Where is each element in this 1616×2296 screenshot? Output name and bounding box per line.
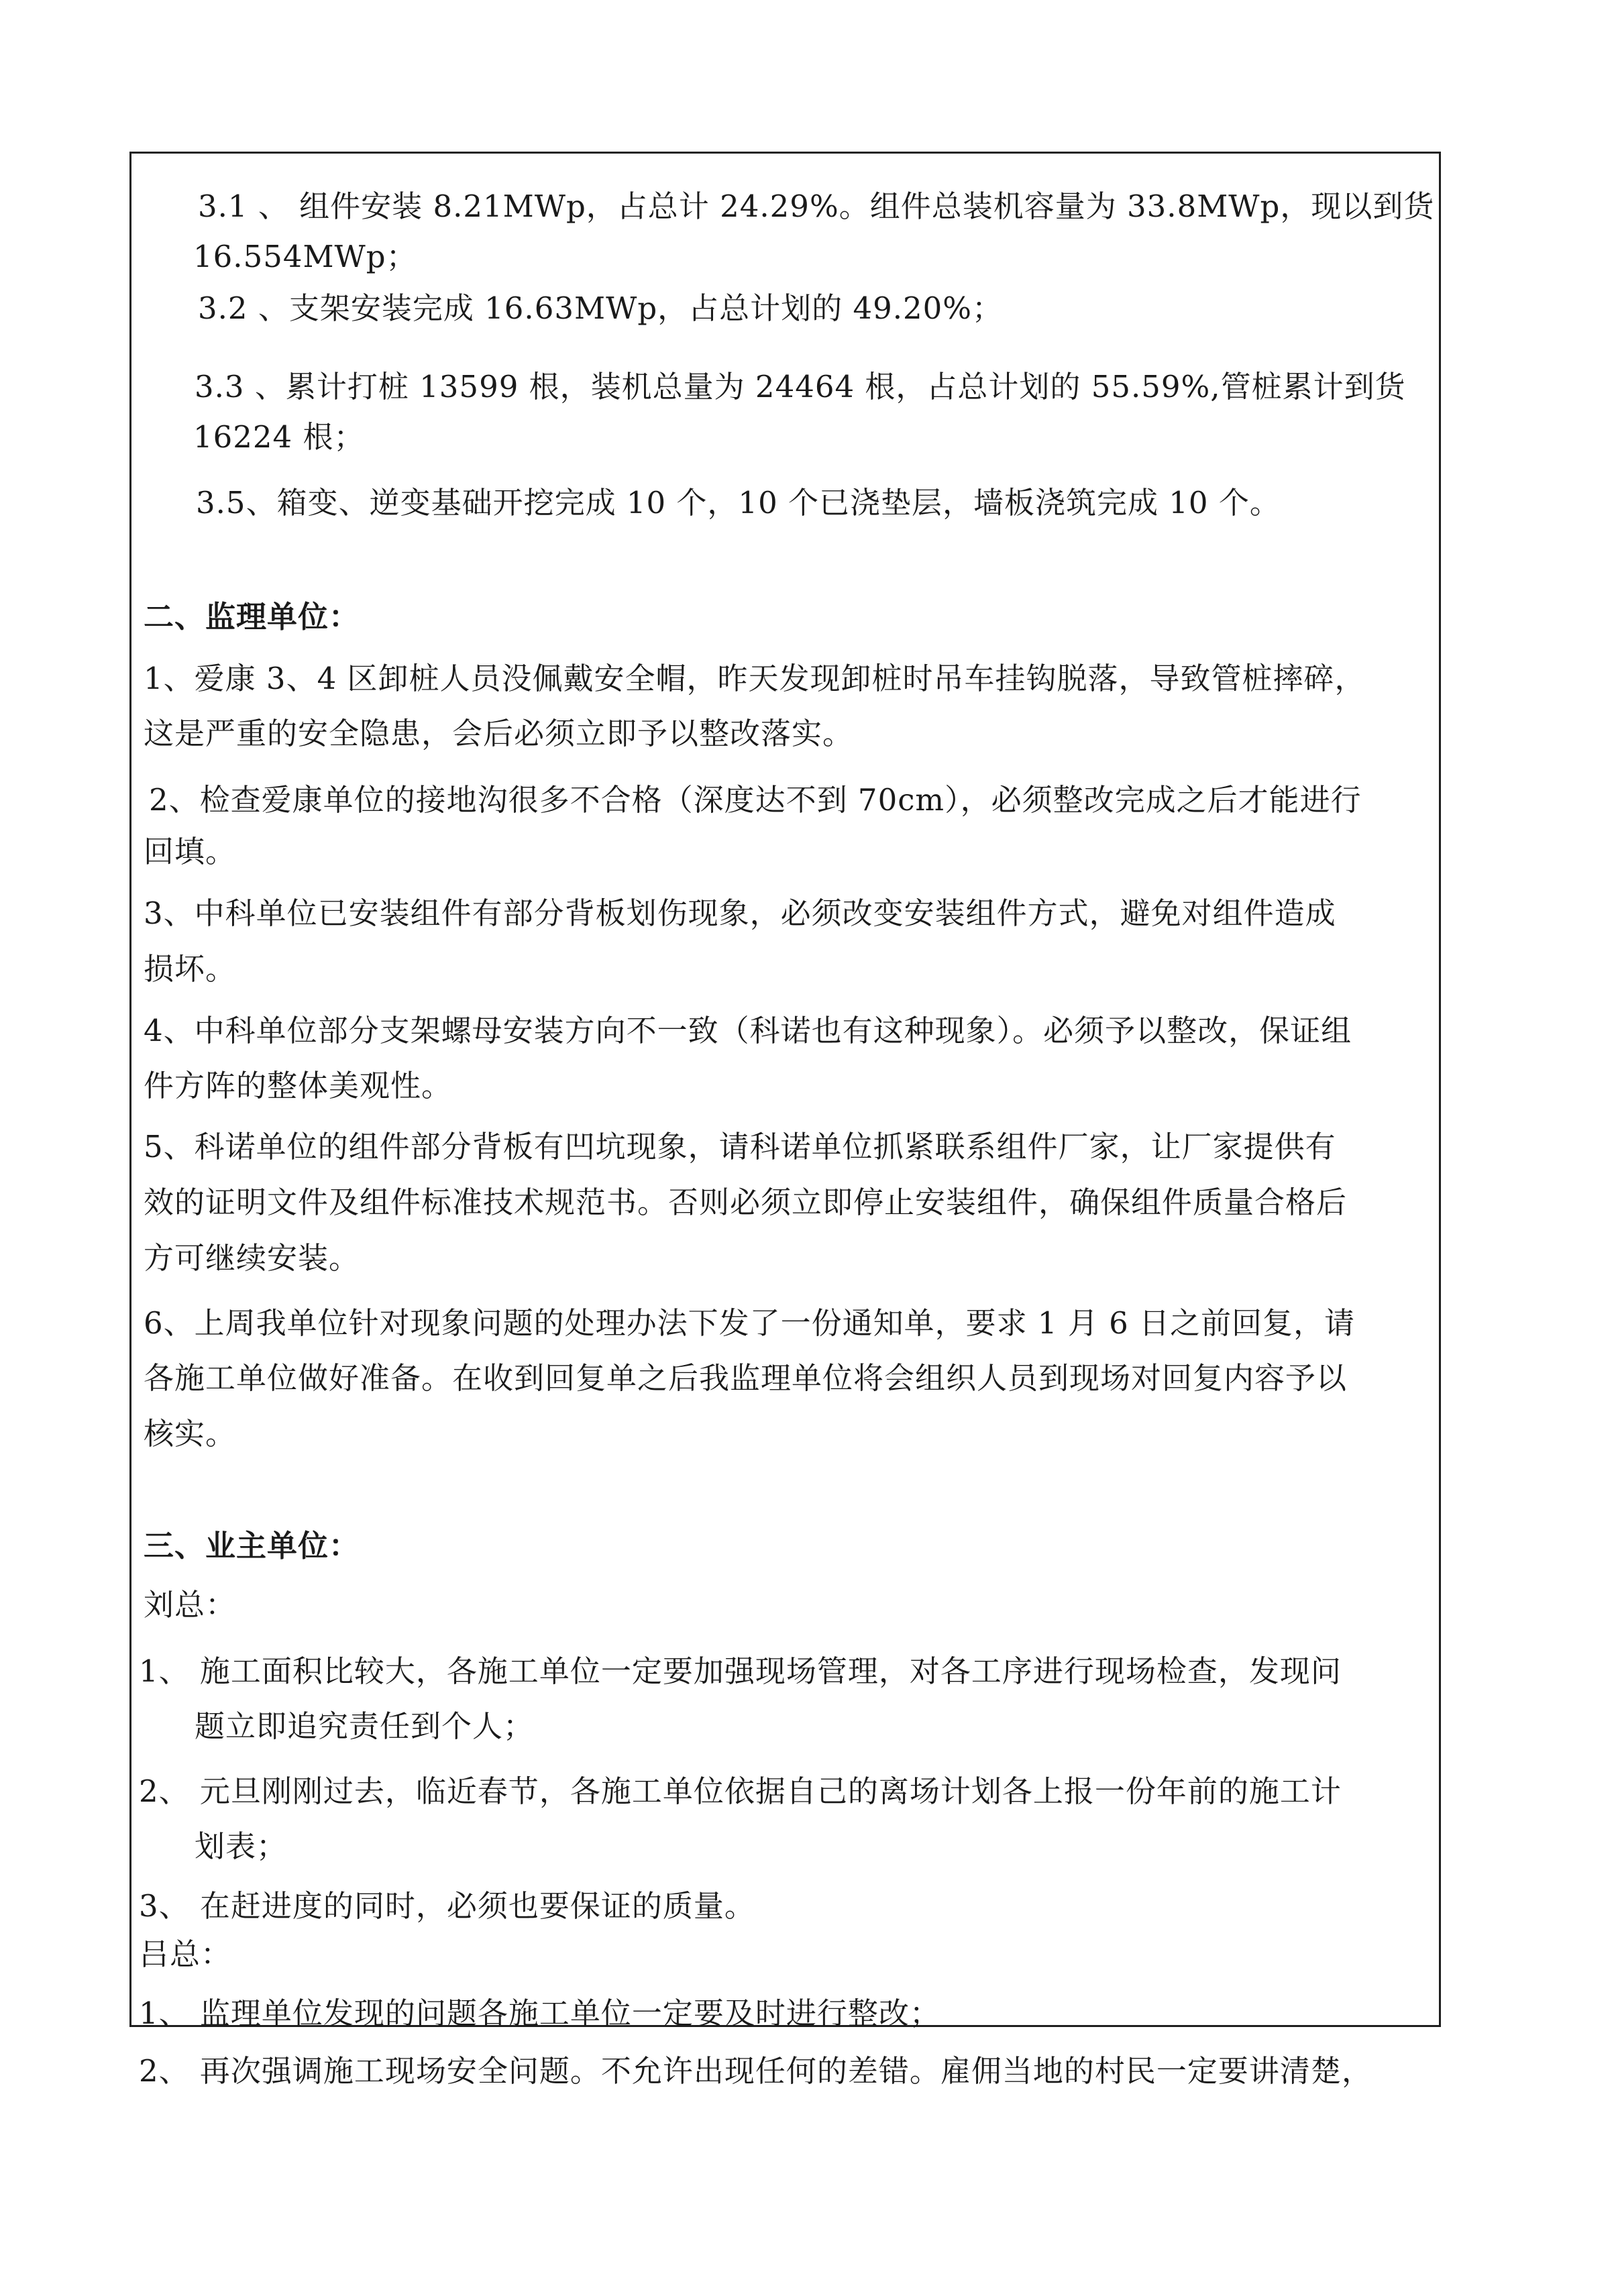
text-line: 1、 施工面积比较大，各施工单位一定要加强现场管理，对各工序进行现场检查，发现问 — [139, 1653, 1342, 1689]
text-line: 3.3 、累计打桩 13599 根，装机总量为 24464 根，占总计划的 55.59%,管桩累计到货 — [195, 369, 1406, 404]
text-line: 刘总： — [144, 1587, 237, 1623]
text-line: 2、 再次强调施工现场安全问题。不允许出现任何的差错。雇佣当地的村民一定要讲清楚， — [139, 2053, 1372, 2089]
text-line: 16.554MWp； — [193, 239, 417, 274]
text-line: 3、 在赶进度的同时，必须也要保证的质量。 — [139, 1888, 755, 1924]
text-line: 损坏。 — [144, 951, 237, 987]
text-line: 1、爱康 3、4 区卸桩人员没佩戴安全帽，昨天发现卸桩时吊车挂钩脱落，导致管桩摔碎， — [144, 661, 1366, 696]
text-line: 件方阵的整体美观性。 — [144, 1068, 453, 1103]
text-line: 3、中科单位已安装组件有部分背板划伤现象，必须改变安装组件方式，避免对组件造成 — [144, 895, 1336, 931]
text-line: 2、检查爱康单位的接地沟很多不合格（深度达不到 70cm），必须整改完成之后才能进行 — [149, 782, 1362, 818]
text-line: 6、上周我单位针对现象问题的处理办法下发了一份通知单，要求 1 月 6 日之前回复，请 — [144, 1305, 1356, 1341]
text-line: 各施工单位做好准备。在收到回复单之后我监理单位将会组织人员到现场对回复内容予以 — [144, 1360, 1348, 1396]
text-line: 2、 元旦刚刚过去，临近春节，各施工单位依据自己的离场计划各上报一份年前的施工计 — [139, 1773, 1342, 1809]
text-line: 16224 根； — [193, 419, 365, 455]
text-line: 核实。 — [144, 1416, 237, 1452]
text-line: 效的证明文件及组件标准技术规范书。否则必须立即停止安装组件，确保组件质量合格后 — [144, 1185, 1348, 1220]
text-line: 划表； — [195, 1828, 288, 1864]
text-line: 回填。 — [144, 834, 237, 869]
section-heading-owner: 三、业主单位： — [144, 1528, 360, 1564]
section-heading-supervision: 二、监理单位： — [144, 599, 360, 635]
text-line: 题立即追究责任到个人； — [195, 1708, 535, 1744]
text-line: 5、科诺单位的组件部分背板有凹坑现象，请科诺单位抓紧联系组件厂家，让厂家提供有 — [144, 1129, 1336, 1164]
text-line: 这是严重的安全隐患，会后必须立即予以整改落实。 — [144, 716, 854, 751]
text-line: 吕总： — [139, 1936, 232, 1972]
text-line: 3.1 、 组件安装 8.21MWp，占总计 24.29%。组件总装机容量为 33.8MWp，现以到货 — [198, 188, 1435, 224]
text-line: 3.5、箱变、逆变基础开挖完成 10 个，10 个已浇垫层，墙板浇筑完成 10 个。 — [196, 485, 1281, 521]
text-line: 4、中科单位部分支架螺母安装方向不一致（科诺也有这种现象）。必须予以整改，保证组 — [144, 1013, 1352, 1048]
text-line: 3.2 、支架安装完成 16.63MWp，占总计划的 49.20%； — [198, 290, 1004, 326]
text-line: 1、 监理单位发现的问题各施工单位一定要及时进行整改； — [139, 1996, 940, 2031]
text-line: 方可继续安装。 — [144, 1240, 360, 1276]
